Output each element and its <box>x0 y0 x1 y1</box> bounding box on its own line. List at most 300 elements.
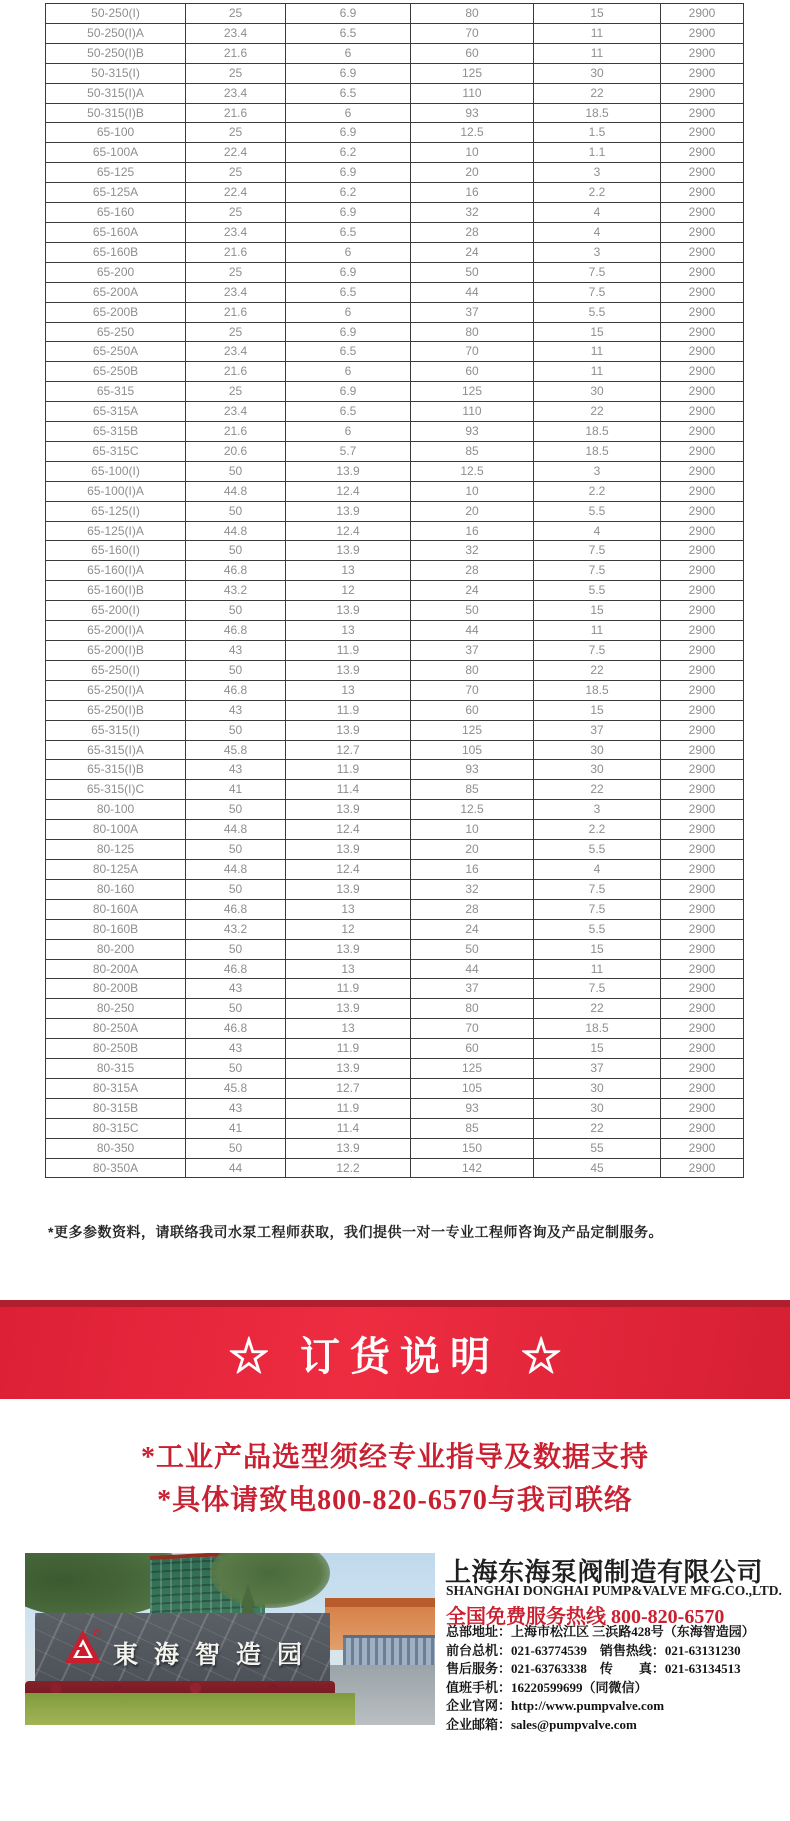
table-cell: 11.4 <box>286 1118 411 1138</box>
table-row <box>46 999 744 1019</box>
table-cell: 24 <box>411 242 534 262</box>
table-row <box>46 262 744 282</box>
table-cell: 13 <box>286 680 411 700</box>
table-cell: 2900 <box>661 939 744 959</box>
table-cell: 13.9 <box>286 999 411 1019</box>
table-cell: 23.4 <box>186 342 286 362</box>
table-cell: 80-250A <box>46 1019 186 1039</box>
table-cell: 80 <box>411 322 534 342</box>
table-cell: 2900 <box>661 203 744 223</box>
table-cell: 70 <box>411 342 534 362</box>
table-cell: 37 <box>534 1059 661 1079</box>
table-cell: 43 <box>186 700 286 720</box>
table-cell: 2900 <box>661 680 744 700</box>
table-cell: 65-315C <box>46 441 186 461</box>
table-cell: 43 <box>186 979 286 999</box>
table-cell: 70 <box>411 1019 534 1039</box>
table-cell: 2900 <box>661 521 744 541</box>
table-row <box>46 123 744 143</box>
table-cell: 65-250(I) <box>46 660 186 680</box>
table-row <box>46 501 744 521</box>
table-row <box>46 641 744 661</box>
table-cell: 43.2 <box>186 581 286 601</box>
table-cell: 18.5 <box>534 1019 661 1039</box>
table-cell: 13.9 <box>286 660 411 680</box>
table-cell: 110 <box>411 402 534 422</box>
table-cell: 50 <box>186 541 286 561</box>
table-cell: 2900 <box>661 879 744 899</box>
table-cell: 44 <box>186 1158 286 1178</box>
table-cell: 28 <box>411 899 534 919</box>
table-cell: 22 <box>534 402 661 422</box>
table-cell: 93 <box>411 1098 534 1118</box>
table-cell: 2.2 <box>534 183 661 203</box>
table-cell: 65-315(I)A <box>46 740 186 760</box>
banner-title: ☆ 订货说明 ☆ <box>228 1334 572 1379</box>
table-cell: 2900 <box>661 1019 744 1039</box>
table-cell: 80-350 <box>46 1138 186 1158</box>
contact-line: 售后服务：021-63763338 传 真：021-63134513 <box>446 1661 741 1677</box>
table-cell: 13.9 <box>286 461 411 481</box>
table-cell: 80 <box>411 999 534 1019</box>
table-cell: 65-100(I) <box>46 461 186 481</box>
table-cell: 12.7 <box>286 740 411 760</box>
table-row <box>46 362 744 382</box>
table-cell: 2900 <box>661 919 744 939</box>
table-cell: 16 <box>411 859 534 879</box>
table-cell: 50 <box>186 879 286 899</box>
table-cell: 12.5 <box>411 800 534 820</box>
table-cell: 41 <box>186 780 286 800</box>
table-cell: 2900 <box>661 1118 744 1138</box>
contact-line: 企业邮箱：sales@pumpvalve.com <box>446 1716 637 1732</box>
table-row <box>46 402 744 422</box>
table-cell: 6 <box>286 362 411 382</box>
table-cell: 80-315A <box>46 1078 186 1098</box>
table-cell: 65-160B <box>46 242 186 262</box>
table-cell: 80-315C <box>46 1118 186 1138</box>
table-cell: 65-200B <box>46 302 186 322</box>
table-cell: 44.8 <box>186 859 286 879</box>
table-cell: 65-250(I)A <box>46 680 186 700</box>
table-row <box>46 720 744 740</box>
table-cell: 2900 <box>661 183 744 203</box>
table-row <box>46 800 744 820</box>
table-cell: 85 <box>411 780 534 800</box>
table-cell: 30 <box>534 63 661 83</box>
table-cell: 2900 <box>661 342 744 362</box>
table-cell: 5.5 <box>534 581 661 601</box>
table-cell: 2900 <box>661 760 744 780</box>
table-cell: 6 <box>286 422 411 442</box>
table-cell: 65-315B <box>46 422 186 442</box>
factory-gate <box>343 1635 435 1667</box>
table-cell: 125 <box>411 382 534 402</box>
table-row <box>46 242 744 262</box>
table-cell: 15 <box>534 4 661 24</box>
table-cell: 110 <box>411 83 534 103</box>
table-cell: 6.2 <box>286 143 411 163</box>
table-row <box>46 541 744 561</box>
table-cell: 10 <box>411 143 534 163</box>
table-cell: 23.4 <box>186 23 286 43</box>
table-cell: 2900 <box>661 282 744 302</box>
table-cell: 80-250 <box>46 999 186 1019</box>
table-cell: 50 <box>186 601 286 621</box>
table-cell: 2900 <box>661 242 744 262</box>
table-cell: 32 <box>411 541 534 561</box>
table-cell: 18.5 <box>534 680 661 700</box>
lawn <box>25 1693 355 1725</box>
table-cell: 30 <box>534 1098 661 1118</box>
table-cell: 2900 <box>661 720 744 740</box>
table-cell: 11 <box>534 621 661 641</box>
table-cell: 23.4 <box>186 282 286 302</box>
table-cell: 21.6 <box>186 103 286 123</box>
table-cell: 7.5 <box>534 561 661 581</box>
table-cell: 2900 <box>661 899 744 919</box>
table-cell: 2900 <box>661 322 744 342</box>
table-cell: 2900 <box>661 1039 744 1059</box>
table-cell: 5.5 <box>534 501 661 521</box>
table-row <box>46 521 744 541</box>
contact-line: 前台总机：021-63774539 销售热线：021-63131230 <box>446 1642 741 1658</box>
table-cell: 3 <box>534 461 661 481</box>
table-row <box>46 1158 744 1178</box>
table-cell: 6.2 <box>286 183 411 203</box>
table-cell: 65-250B <box>46 362 186 382</box>
table-cell: 2900 <box>661 143 744 163</box>
table-cell: 6.9 <box>286 382 411 402</box>
pump-spec-table <box>45 3 743 1178</box>
table-row <box>46 859 744 879</box>
table-row <box>46 422 744 442</box>
table-cell: 2900 <box>661 700 744 720</box>
contact-line: 值班手机：16220599699（同微信） <box>446 1679 648 1695</box>
table-cell: 65-315(I)B <box>46 760 186 780</box>
table-cell: 13.9 <box>286 939 411 959</box>
table-cell: 80-200A <box>46 959 186 979</box>
table-cell: 50 <box>411 262 534 282</box>
table-cell: 4 <box>534 222 661 242</box>
table-cell: 2900 <box>661 4 744 24</box>
table-cell: 80-315B <box>46 1098 186 1118</box>
table-row <box>46 561 744 581</box>
table-cell: 65-315(I)C <box>46 780 186 800</box>
table-cell: 5.5 <box>534 919 661 939</box>
table-cell: 2900 <box>661 302 744 322</box>
table-cell: 2900 <box>661 999 744 1019</box>
table-cell: 2900 <box>661 601 744 621</box>
table-cell: 50 <box>186 501 286 521</box>
table-cell: 6 <box>286 103 411 123</box>
table-cell: 7.5 <box>534 879 661 899</box>
table-row <box>46 183 744 203</box>
table-cell: 12.2 <box>286 1158 411 1178</box>
table-row <box>46 581 744 601</box>
banner-body <box>0 1307 790 1399</box>
table-row <box>46 820 744 840</box>
table-cell: 11.9 <box>286 641 411 661</box>
table-row <box>46 382 744 402</box>
table-cell: 80 <box>411 660 534 680</box>
table-row <box>46 660 744 680</box>
table-cell: 2900 <box>661 103 744 123</box>
table-cell: 5.5 <box>534 840 661 860</box>
table-cell: 80-250B <box>46 1039 186 1059</box>
table-cell: 21.6 <box>186 362 286 382</box>
table-cell: 65-315A <box>46 402 186 422</box>
table-cell: 2900 <box>661 1078 744 1098</box>
table-cell: 7.5 <box>534 541 661 561</box>
table-cell: 32 <box>411 203 534 223</box>
table-row <box>46 919 744 939</box>
table-cell: 21.6 <box>186 302 286 322</box>
table-cell: 46.8 <box>186 621 286 641</box>
table-cell: 6.9 <box>286 203 411 223</box>
table-cell: 2900 <box>661 1059 744 1079</box>
table-cell: 65-200(I) <box>46 601 186 621</box>
table-cell: 60 <box>411 362 534 382</box>
table-cell: 70 <box>411 23 534 43</box>
table-cell: 24 <box>411 581 534 601</box>
table-cell: 13.9 <box>286 541 411 561</box>
table-cell: 65-100(I)A <box>46 481 186 501</box>
table-row <box>46 1138 744 1158</box>
table-row <box>46 23 744 43</box>
contact-info <box>446 1623 790 1735</box>
table-row <box>46 461 744 481</box>
table-cell: 6.9 <box>286 63 411 83</box>
table-cell: 44 <box>411 282 534 302</box>
table-cell: 4 <box>534 203 661 223</box>
table-cell: 2900 <box>661 820 744 840</box>
table-cell: 65-250 <box>46 322 186 342</box>
table-cell: 23.4 <box>186 222 286 242</box>
table-cell: 25 <box>186 203 286 223</box>
table-cell: 80 <box>411 4 534 24</box>
table-row <box>46 103 744 123</box>
table-cell: 15 <box>534 322 661 342</box>
table-row <box>46 441 744 461</box>
table-cell: 6.9 <box>286 262 411 282</box>
table-cell: 6.5 <box>286 342 411 362</box>
table-row <box>46 1118 744 1138</box>
table-cell: 7.5 <box>534 282 661 302</box>
table-cell: 65-160(I)B <box>46 581 186 601</box>
table-row <box>46 203 744 223</box>
table-cell: 20 <box>411 501 534 521</box>
table-row <box>46 282 744 302</box>
table-cell: 65-200 <box>46 262 186 282</box>
banner-top-strip <box>0 1300 790 1307</box>
table-cell: 80-200B <box>46 979 186 999</box>
table-cell: 80-160A <box>46 899 186 919</box>
table-cell: 15 <box>534 1039 661 1059</box>
table-row <box>46 979 744 999</box>
table-row <box>46 879 744 899</box>
service-hotline: 全国免费服务热线 800-820-6570 <box>446 1606 725 1628</box>
table-cell: 2900 <box>661 561 744 581</box>
table-cell: 65-160(I)A <box>46 561 186 581</box>
table-cell: 2900 <box>661 1098 744 1118</box>
table-cell: 46.8 <box>186 959 286 979</box>
table-cell: 50-250(I)A <box>46 23 186 43</box>
table-cell: 2900 <box>661 23 744 43</box>
table-cell: 3 <box>534 800 661 820</box>
table-cell: 6 <box>286 302 411 322</box>
table-cell: 11.9 <box>286 700 411 720</box>
table-cell: 1.5 <box>534 123 661 143</box>
table-cell: 70 <box>411 680 534 700</box>
table-cell: 16 <box>411 521 534 541</box>
table-cell: 2900 <box>661 163 744 183</box>
table-cell: 80-100 <box>46 800 186 820</box>
table-cell: 28 <box>411 561 534 581</box>
table-row <box>46 1039 744 1059</box>
table-cell: 18.5 <box>534 422 661 442</box>
table-cell: 150 <box>411 1138 534 1158</box>
table-cell: 65-160(I) <box>46 541 186 561</box>
table-cell: 21.6 <box>186 422 286 442</box>
table-cell: 2900 <box>661 859 744 879</box>
table-cell: 28 <box>411 222 534 242</box>
table-cell: 30 <box>534 740 661 760</box>
table-cell: 65-315(I) <box>46 720 186 740</box>
table-cell: 13 <box>286 959 411 979</box>
sign-text: 東海智造园 <box>113 1641 319 1669</box>
table-cell: 25 <box>186 63 286 83</box>
table-cell: 142 <box>411 1158 534 1178</box>
table-row <box>46 959 744 979</box>
table-cell: 43 <box>186 760 286 780</box>
table-cell: 21.6 <box>186 43 286 63</box>
table-cell: 85 <box>411 1118 534 1138</box>
table-cell: 13 <box>286 899 411 919</box>
table-cell: 43 <box>186 1039 286 1059</box>
table-cell: 22.4 <box>186 183 286 203</box>
table-cell: 50 <box>186 840 286 860</box>
table-cell: 11 <box>534 43 661 63</box>
company-footer <box>0 1550 790 1730</box>
table-row <box>46 601 744 621</box>
table-cell: 22 <box>534 660 661 680</box>
table-cell: 2900 <box>661 262 744 282</box>
table-cell: 23.4 <box>186 402 286 422</box>
table-cell: 65-100 <box>46 123 186 143</box>
table-cell: 13 <box>286 561 411 581</box>
table-cell: 65-250(I)B <box>46 700 186 720</box>
table-cell: 2900 <box>661 422 744 442</box>
table-cell: 65-200(I)B <box>46 641 186 661</box>
table-row <box>46 481 744 501</box>
table-cell: 50 <box>411 601 534 621</box>
table-cell: 93 <box>411 760 534 780</box>
table-cell: 12.4 <box>286 481 411 501</box>
table-cell: 11 <box>534 959 661 979</box>
table-row <box>46 1059 744 1079</box>
table-row <box>46 840 744 860</box>
table-cell: 46.8 <box>186 680 286 700</box>
table-cell: 25 <box>186 123 286 143</box>
table-cell: 80-100A <box>46 820 186 840</box>
table-row <box>46 163 744 183</box>
table-cell: 12.4 <box>286 859 411 879</box>
table-cell: 50-315(I)B <box>46 103 186 123</box>
table-cell: 50 <box>186 461 286 481</box>
table-row <box>46 43 744 63</box>
table-cell: 12.5 <box>411 123 534 143</box>
table-row <box>46 63 744 83</box>
table-cell: 7.5 <box>534 899 661 919</box>
table-footnote: *更多参数资料，请联络我司水泵工程师获取，我们提供一对一专业工程师咨询及产品定制服务。 <box>48 1224 663 1240</box>
table-cell: 25 <box>186 322 286 342</box>
table-cell: 13.9 <box>286 1138 411 1158</box>
table-cell: 30 <box>534 382 661 402</box>
table-cell: 2900 <box>661 660 744 680</box>
table-cell: 50-250(I) <box>46 4 186 24</box>
table-cell: 45 <box>534 1158 661 1178</box>
table-cell: 3 <box>534 242 661 262</box>
table-cell: 6.9 <box>286 4 411 24</box>
table-cell: 46.8 <box>186 1019 286 1039</box>
table-cell: 80-160 <box>46 879 186 899</box>
table-row <box>46 1078 744 1098</box>
table-cell: 60 <box>411 1039 534 1059</box>
table-cell: 85 <box>411 441 534 461</box>
table-cell: 2900 <box>661 382 744 402</box>
table-row <box>46 700 744 720</box>
table-cell: 10 <box>411 820 534 840</box>
table-row <box>46 4 744 24</box>
table-row <box>46 621 744 641</box>
table-cell: 44 <box>411 959 534 979</box>
order-instructions-banner <box>0 1300 790 1399</box>
table-cell: 11.9 <box>286 1098 411 1118</box>
table-cell: 13.9 <box>286 720 411 740</box>
table-cell: 21.6 <box>186 242 286 262</box>
table-cell: 6 <box>286 43 411 63</box>
table-cell: 2900 <box>661 501 744 521</box>
table-cell: 125 <box>411 63 534 83</box>
table-cell: 46.8 <box>186 899 286 919</box>
contact-line: 总部地址：上海市松江区 三浜路428号（东海智造园） <box>446 1624 755 1639</box>
table-cell: 2900 <box>661 641 744 661</box>
table-cell: 30 <box>534 760 661 780</box>
company-name-en: SHANGHAI DONGHAI PUMP&VALVE MFG.CO.,LTD. <box>446 1583 782 1598</box>
table-row <box>46 939 744 959</box>
table-cell: 44.8 <box>186 820 286 840</box>
table-cell: 25 <box>186 262 286 282</box>
contact-line: 企业官网：http://www.pumpvalve.com <box>446 1698 665 1714</box>
table-cell: 11.4 <box>286 780 411 800</box>
table-cell: 65-125(I)A <box>46 521 186 541</box>
factory-photo <box>25 1553 435 1725</box>
table-row <box>46 342 744 362</box>
table-cell: 43.2 <box>186 919 286 939</box>
table-cell: 22 <box>534 999 661 1019</box>
table-cell: 24 <box>411 919 534 939</box>
table-cell: 50-315(I) <box>46 63 186 83</box>
table-cell: 2900 <box>661 402 744 422</box>
table-cell: 5.5 <box>534 302 661 322</box>
table-cell: 37 <box>534 720 661 740</box>
table-cell: 20.6 <box>186 441 286 461</box>
table-cell: 46.8 <box>186 561 286 581</box>
table-cell: 3 <box>534 163 661 183</box>
table-cell: 2900 <box>661 362 744 382</box>
table-cell: 4 <box>534 521 661 541</box>
